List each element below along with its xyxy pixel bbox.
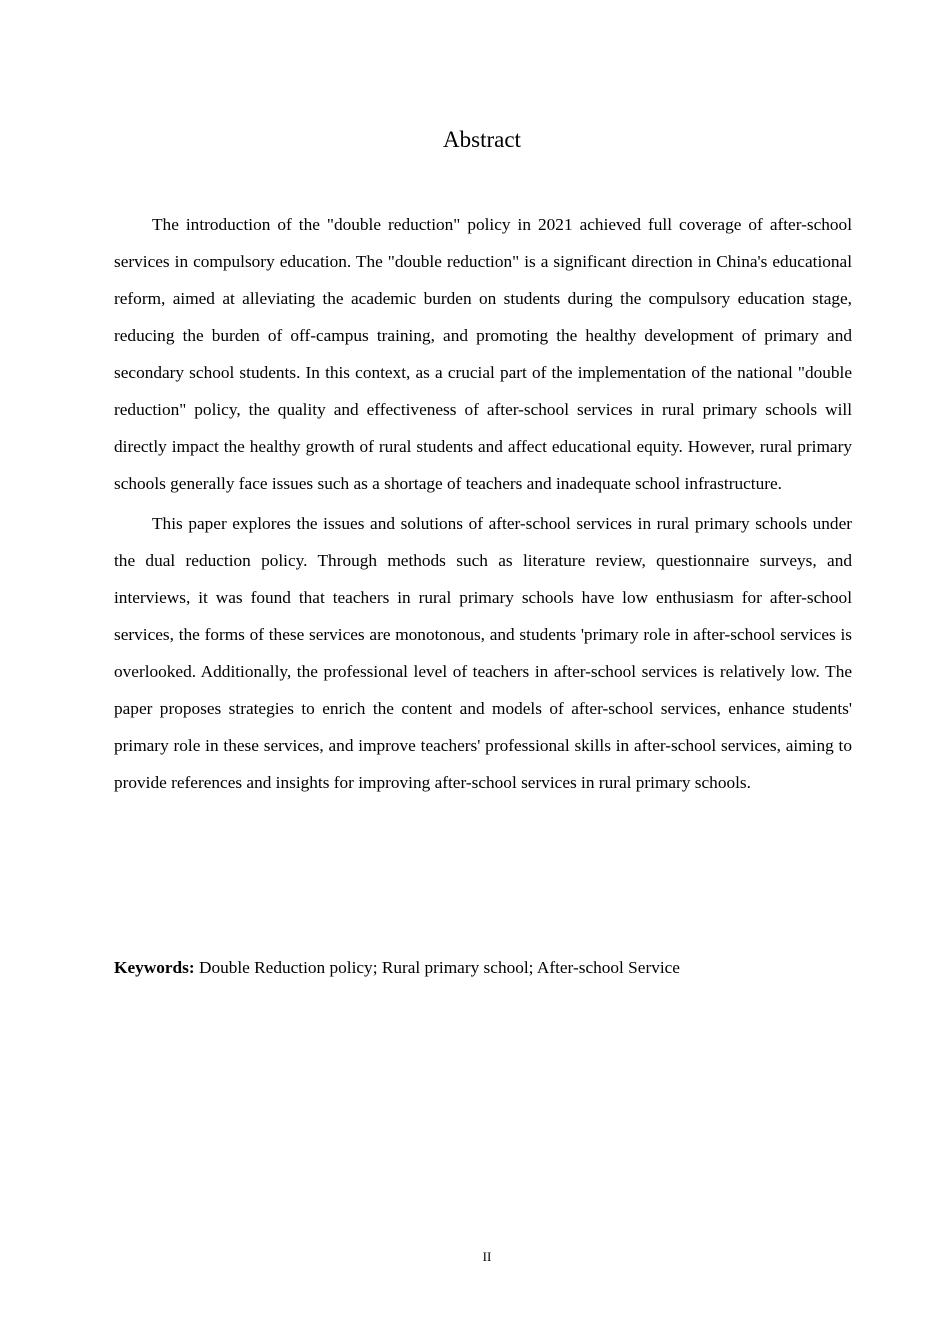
abstract-paragraph-2: This paper explores the issues and solutions of after-school services in rural primary schools under the dual reduction policy. Through methods such as literature review, questionnaire surveys, and interviews, it was found that teachers in rural primary schools have low enthusiasm for after-school services, the forms of these services are monotonous, and students 'primary role in after-school services is overlooked. Additionally, the professional level of teachers in after-school services is relatively low. The paper proposes strategies to enrich the content and models of after-school services, enhance students' primary role in these services, and improve teachers' professional skills in after-school services, aiming to provide references and insights for improving after-school services in rural primary schools. [114,514,852,792]
keywords-line [114,953,852,983]
keywords-label: Keywords: [114,958,195,977]
page-number: II [482,1249,492,1264]
keywords-text: Double Reduction policy; Rural primary school; After-school Service [194,958,680,977]
abstract-body [114,206,852,804]
abstract-title: Abstract [443,127,521,152]
abstract-paragraph-1: The introduction of the "double reduction" policy in 2021 achieved full coverage of after-school services in compulsory education. The "double reduction" is a significant direction in China's educational reform, aimed at alleviating the academic burden on students during the compulsory education stage, reducing the burden of off-campus training, and promoting the healthy development of primary and secondary school students. In this context, as a crucial part of the implementation of the national "double reduction" policy, the quality and effectiveness of after-school services in rural primary schools will directly impact the healthy growth of rural students and affect educational equity. However, rural primary schools generally face issues such as a shortage of teachers and inadequate school infrastructure. [114,215,852,493]
